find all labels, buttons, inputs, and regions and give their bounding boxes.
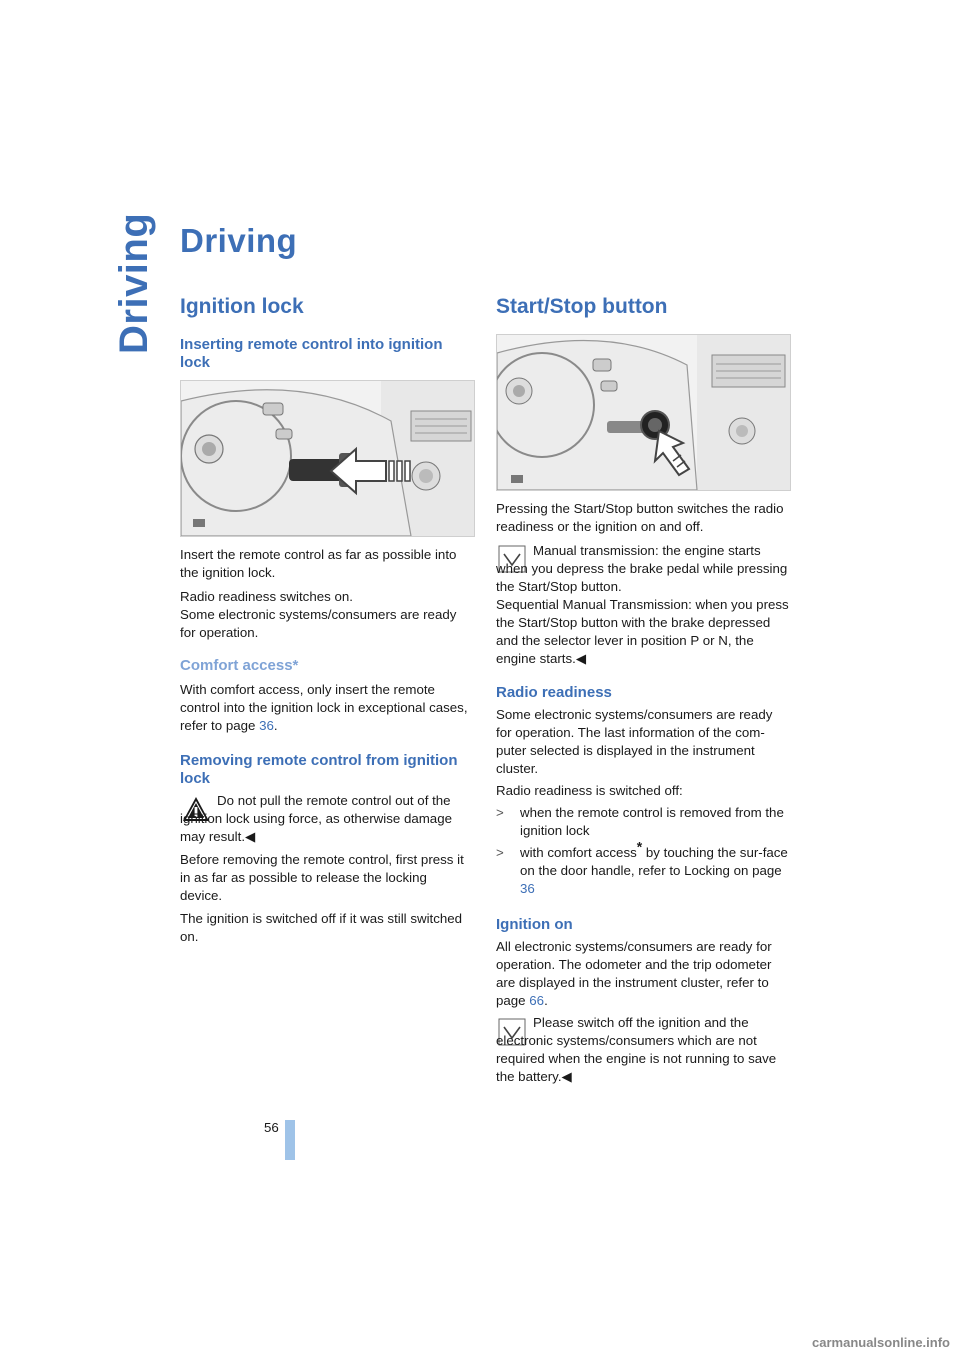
page-link-36[interactable]: 36 (520, 881, 535, 896)
list-item (496, 804, 790, 840)
bullet-comfort-access (520, 838, 790, 898)
bullet-arrow-icon: > (496, 845, 504, 860)
bullet-comfort-text: with comfort access (520, 845, 637, 860)
list-item (496, 838, 790, 898)
ignition-on-text (496, 938, 790, 1010)
bullet-arrow-icon: > (496, 805, 504, 820)
page-link-36[interactable]: 36 (259, 718, 274, 733)
removing-remote-heading: Removing remote control from ignition lock (180, 752, 458, 787)
ignition-off-text: The ignition is switched off if it was still switched on. (180, 911, 463, 944)
comfort-access-text (180, 681, 472, 735)
comfort-access-body: With comfort access, only insert the remote control into the ignition lock in exceptional cases, refer to page (180, 682, 468, 733)
radio-readiness-heading: Radio readiness (496, 684, 612, 701)
ignition-on-body: All electronic systems/consumers are ready for operation. The odometer and the trip odometer are displayed in the instrument cluster, refer to page (496, 939, 772, 1008)
radio-readiness-text: Some electronic systems/consumers are ready for operation. The last information of the com-puter selected is displayed in the instrument cluster. (496, 707, 773, 776)
asterisk-mark: * (636, 838, 643, 855)
save-battery-note: Please switch off the ignition and the electronic systems/consumers which are not required when the engine is not running to save the battery.◀ (496, 1015, 777, 1084)
side-chapter-tab: Driving (112, 212, 156, 354)
removing-instruction: Before removing the remote control, first press it in as far as possible to release the locking device. (180, 852, 464, 903)
page-link-66[interactable]: 66 (529, 993, 545, 1008)
watermark: carmanualsonline.info (812, 1335, 950, 1350)
inserting-remote-heading: Inserting remote control into ignition lock (180, 336, 443, 371)
insert-instruction: Insert the remote control as far as possible into the ignition lock. (180, 547, 457, 580)
start-stop-heading: Start/Stop button (496, 295, 668, 318)
start-stop-intro: Pressing the Start/Stop button switches the radio readiness or the ignition on and off. (496, 501, 784, 534)
ignition-lock-photo (180, 380, 475, 537)
warning-text: Do not pull the remote control out of the ignition lock using force, as otherwise damage may result.◀ (180, 793, 452, 844)
comfort-access-period: . (273, 718, 278, 733)
note-transmission (496, 542, 790, 668)
systems-ready-line: Some electronic systems/consumers are ready for operation. (180, 607, 457, 640)
radio-readiness-on-text (180, 588, 472, 642)
ignition-lock-heading: Ignition lock (180, 295, 304, 318)
radio-off-intro: Radio readiness is switched off: (496, 783, 683, 798)
start-stop-photo (496, 334, 791, 491)
page-number: 56 (264, 1120, 279, 1135)
comfort-access-heading: Comfort access* (180, 657, 299, 674)
ignition-on-heading: Ignition on (496, 916, 573, 933)
bullet-remote-removed: when the remote control is removed from the ignition lock (520, 805, 784, 838)
ignition-on-period: . (544, 993, 548, 1008)
bullet-comfort-rest: by touching the sur-face on the door handle, refer to Locking on page (520, 845, 788, 878)
page-title: Driving (180, 222, 298, 259)
page-marker-bar (285, 1120, 295, 1160)
radio-readiness-on-line: Radio readiness switches on. (180, 589, 353, 604)
manual-transmission-note: Manual transmission: the engine starts when you depress the brake pedal while pressing the Start/Stop button. (496, 543, 788, 594)
smg-note: Sequential Manual Transmission: when you press the Start/Stop button with the brake depressed and the selector lever in position P or N, the engine starts.◀ (496, 597, 789, 666)
